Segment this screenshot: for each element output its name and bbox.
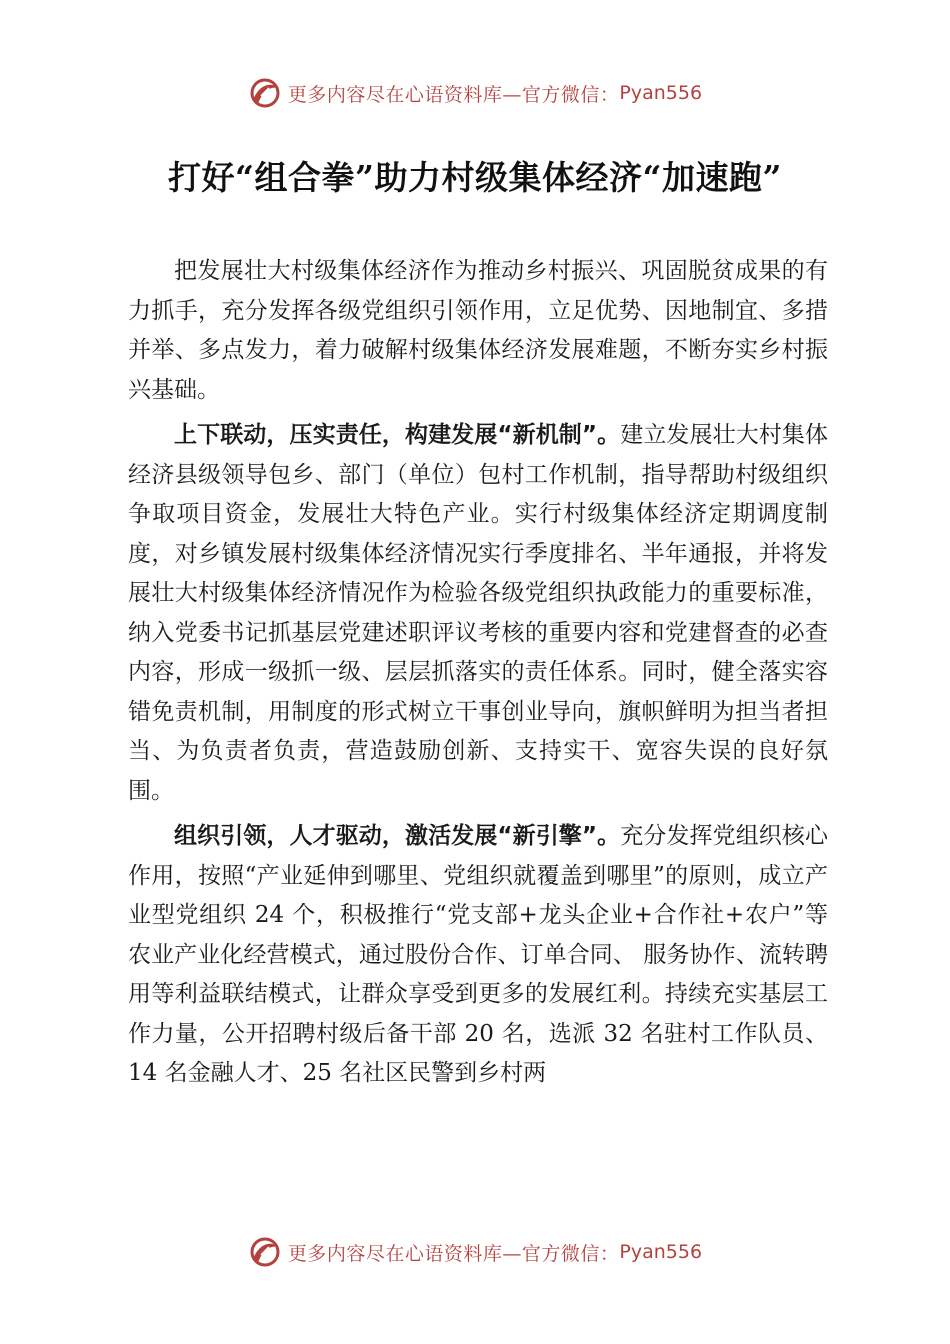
- paragraph-text: 建立发展壮大村集体经济县级领导包乡、部门（单位）包村工作机制，指导帮助村级组织争取项目资金，发展壮大特色产业。实行村级集体经济定期调度制度，对乡镇发展村级集体经济情况实行季度排名、半年通报，并将发展壮大村级集体经济情况作为检验各级党组织执政能力的重要标准，纳入党委书记抓基层党建述职评议考核的重要内容和党建督查的必查内容，形成一级抓一级、层层抓落实的责任体系。同时，健全落实容错免责机制，用制度的形式树立干事创业导向，旗帜鲜明为担当者担当、为负责者负责，营造鼓励创新、支持实干、宽容失误的良好氛围。: [128, 422, 829, 804]
- red-swirl-logo-icon: [248, 1235, 282, 1269]
- banner-wechat-id: Pyan556: [619, 82, 703, 104]
- page-title: 打好“组合拳”助力村级集体经济“加速跑”: [168, 158, 782, 197]
- banner-wechat-id: Pyan556: [619, 1241, 703, 1263]
- paragraph: [128, 416, 828, 811]
- paragraph-lead: 组织引领，人才驱动，激活发展“新引擎”。: [174, 823, 621, 849]
- footer-banner: [0, 1232, 950, 1272]
- paragraph: [128, 817, 828, 1094]
- paragraph-lead: 上下联动，压实责任，构建发展“新机制”。: [174, 422, 621, 448]
- paragraph-text: 充分发挥党组织核心作用，按照“产业延伸到哪里、党组织就覆盖到哪里”的原则，成立产业型党组织 24 个，积极推行“党支部+龙头企业+合作社+农户”等农业产业化经营模式，通过股份合作、订单合同、 服务协作、流转聘用等利益联结模式，让群众享受到更多的发展红利。持续充实基层工作力量，公开招聘村级后备干部 20 名，选派 32 名驻村工作队员、14 名金融人才、25 名社区民警到乡村两: [128, 823, 829, 1086]
- paragraph: [128, 252, 828, 410]
- paragraph-text: 把发展壮大村级集体经济作为推动乡村振兴、巩固脱贫成果的有力抓手，充分发挥各级党组织引领作用，立足优势、因地制宜、多措并举、多点发力，着力破解村级集体经济发展难题，不断夯实乡村振兴基础。: [128, 258, 828, 403]
- banner-text: 更多内容尽在心语资料库—官方微信：: [287, 1242, 620, 1265]
- article-body: [128, 252, 828, 1100]
- header-banner: [0, 73, 950, 113]
- banner-text: 更多内容尽在心语资料库—官方微信：: [287, 83, 620, 106]
- red-swirl-logo-icon: [248, 76, 282, 110]
